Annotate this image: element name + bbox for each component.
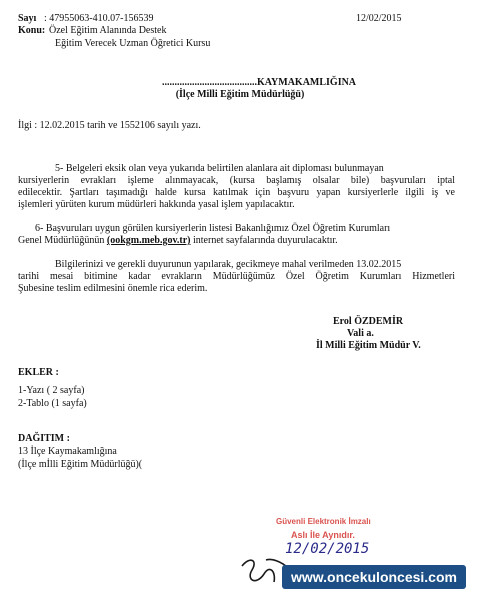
ilgi-reference: İlgi : 12.02.2015 tarih ve 1552106 sayılı yazı. xyxy=(18,120,201,131)
dagitim-heading: DAĞITIM : xyxy=(18,433,70,444)
ookgm-link[interactable]: (ookgm.meb.gov.tr) xyxy=(106,235,191,246)
paragraph-7-line-1: Bilgilerinizi ve gerekli duyurunun yapılarak, gecikmeye mahal verilmeden 13.02.2015 xyxy=(55,259,402,270)
paragraph-6-line-2-pre: Genel Müdürlüğünün xyxy=(18,235,107,246)
paragraph-7-line-3: Şubesine teslim edilmesini önemle rica ederim. xyxy=(18,283,208,294)
paragraph-6-line-1: 6- Başvuruları uygun görülen kursiyerlerin listesi Bakanlığımız Özel Öğretim Kurumları xyxy=(35,223,391,234)
addressee-line-2: (İlçe Milli Eğitim Müdürlüğü) xyxy=(175,89,305,100)
dagitim-item-2: (İlçe mİlli Eğitim Müdürlüğü)( xyxy=(18,459,143,470)
konu-label: Konu: xyxy=(18,25,46,36)
signatory-title-1: Vali a. xyxy=(347,328,374,339)
paragraph-5-line-4: işlemleri yürüten kurum müdürleri hakkında yasal işlem yapılacaktır. xyxy=(18,199,295,210)
paragraph-5-line-1: 5- Belgeleri eksik olan veya yukarıda belirtilen alanlara ait diploması bulunmayan xyxy=(55,163,384,174)
signatory-name: Erol ÖZDEMİR xyxy=(333,316,404,327)
document-date: 12/02/2015 xyxy=(356,13,402,24)
ekler-item-2: 2-Tablo (1 sayfa) xyxy=(18,398,87,409)
stamp-line-1: Güvenli Elektronik İmzalı xyxy=(276,517,371,526)
stamp-line-2: Aslı İle Aynıdır. xyxy=(291,530,355,540)
konu-line-2: Eğitim Verecek Uzman Öğretici Kursu xyxy=(55,38,211,49)
paragraph-6-line-2-post: internet sayfalarında duyurulacaktır. xyxy=(190,235,338,246)
ekler-heading: EKLER : xyxy=(18,367,59,378)
signatory-title-2: İl Milli Eğitim Müdür V. xyxy=(316,340,421,351)
addressee-line-1: ......................................KAYMAKAMLIĞINA xyxy=(161,77,357,88)
ekler-item-1: 1-Yazı ( 2 sayfa) xyxy=(18,385,85,396)
watermark-text: www.oncekuloncesi.com xyxy=(291,569,457,585)
paragraph-5-line-2: kursiyerlerin evrakları işleme alınmayacak, (kursa başlamış olsalar bile) başvuruları iptal xyxy=(18,175,455,186)
sayi-value: : 47955063-410.07-156539 xyxy=(44,13,154,24)
paragraph-6-line-2 xyxy=(18,235,338,247)
stamp-date: 12/02/2015 xyxy=(285,541,370,557)
sayi-label: Sayı xyxy=(18,13,37,24)
paragraph-7-line-2: tarihi mesai bitimine kadar evrakların Müdürlüğümüz Özel Öğretim Kurumları Hizmetleri xyxy=(18,271,455,282)
konu-line-1: Özel Eğitim Alanında Destek xyxy=(49,25,167,36)
dagitim-item-1: 13 İlçe Kaymakamlığına xyxy=(18,446,117,457)
paragraph-5-line-3: edilecektir. Şartları taşımadığı halde kursa katılmak için başvuru yapan kursiyerlerle ilgili iş ve xyxy=(18,187,455,198)
site-watermark xyxy=(282,565,466,589)
